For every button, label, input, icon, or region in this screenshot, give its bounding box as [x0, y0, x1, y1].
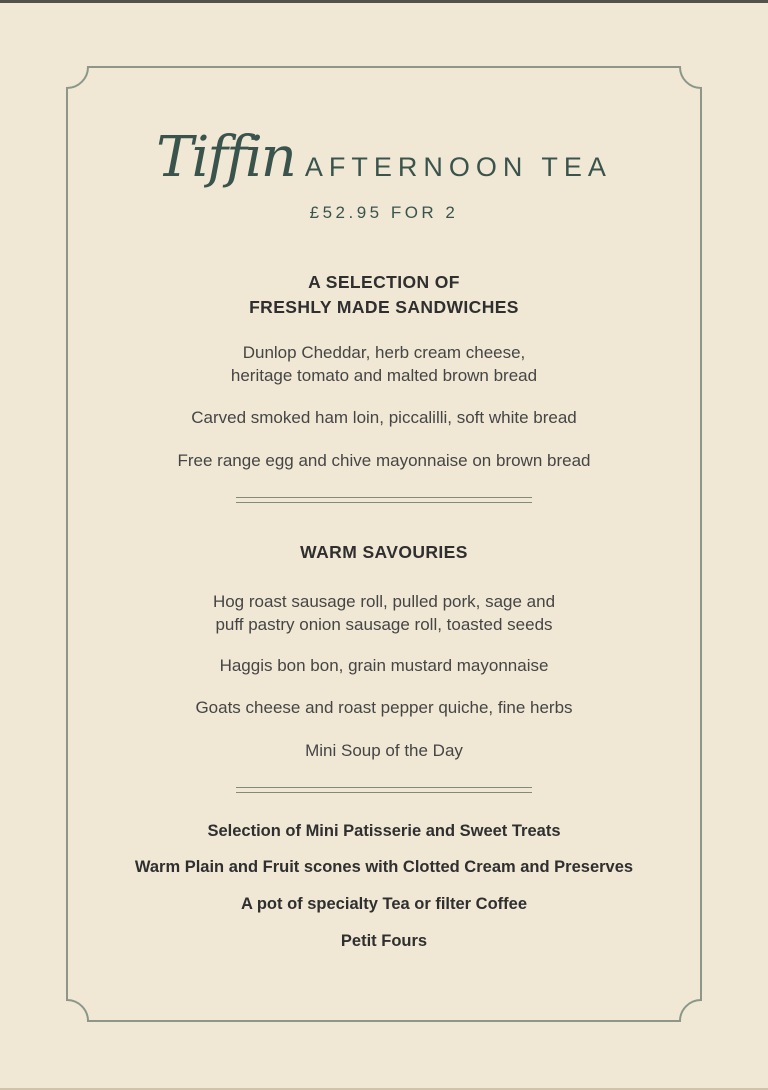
menu-item-line: Hog roast sausage roll, pulled pork, sage and [212, 592, 556, 611]
menu-item [0, 449, 768, 472]
menu-item-line: Haggis bon bon, grain mustard mayonnaise [219, 656, 549, 675]
section-heading-warm-savouries [0, 540, 768, 565]
menu-item-line: puff pastry onion sausage roll, toasted seeds [215, 615, 553, 634]
menu-item [0, 654, 768, 677]
section-heading-line: WARM SAVOURIES [300, 542, 468, 562]
section-heading-line: A SELECTION OF [308, 272, 460, 292]
menu-item-line: Free range egg and chive mayonnaise on brown bread [177, 451, 591, 470]
menu-header [0, 125, 768, 190]
menu-item-line: A pot of specialty Tea or filter Coffee [240, 895, 528, 913]
menu-price: £52.95 FOR 2 [309, 203, 459, 222]
section-heading-sandwiches [0, 270, 768, 320]
menu-item [0, 739, 768, 762]
menu-title: AFTERNOON TEA [304, 152, 612, 182]
section-heading-line: FRESHLY MADE SANDWICHES [249, 297, 519, 317]
section-divider [236, 787, 532, 793]
menu-item-line: Petit Fours [340, 932, 428, 950]
menu-item [0, 406, 768, 429]
menu-item-line: Carved smoked ham loin, piccalilli, soft white bread [191, 408, 577, 427]
menu-item-line: Warm Plain and Fruit scones with Clotted Cream and Preserves [134, 858, 634, 876]
menu-item [0, 590, 768, 636]
menu-item [0, 696, 768, 719]
menu-item [0, 893, 768, 916]
section-divider [236, 497, 532, 503]
menu-item-line: Goats cheese and roast pepper quiche, fine herbs [195, 698, 573, 717]
menu-item-line: Dunlop Cheddar, herb cream cheese, [242, 343, 526, 362]
brand-script-logo: Tiffin [156, 125, 295, 190]
menu-item-line: Mini Soup of the Day [305, 741, 463, 760]
menu-item [0, 341, 768, 387]
menu-item-line: Selection of Mini Patisserie and Sweet Treats [207, 822, 561, 840]
menu-item [0, 856, 768, 879]
menu-item-line: heritage tomato and malted brown bread [230, 366, 538, 385]
menu-item [0, 930, 768, 953]
menu-item [0, 820, 768, 843]
